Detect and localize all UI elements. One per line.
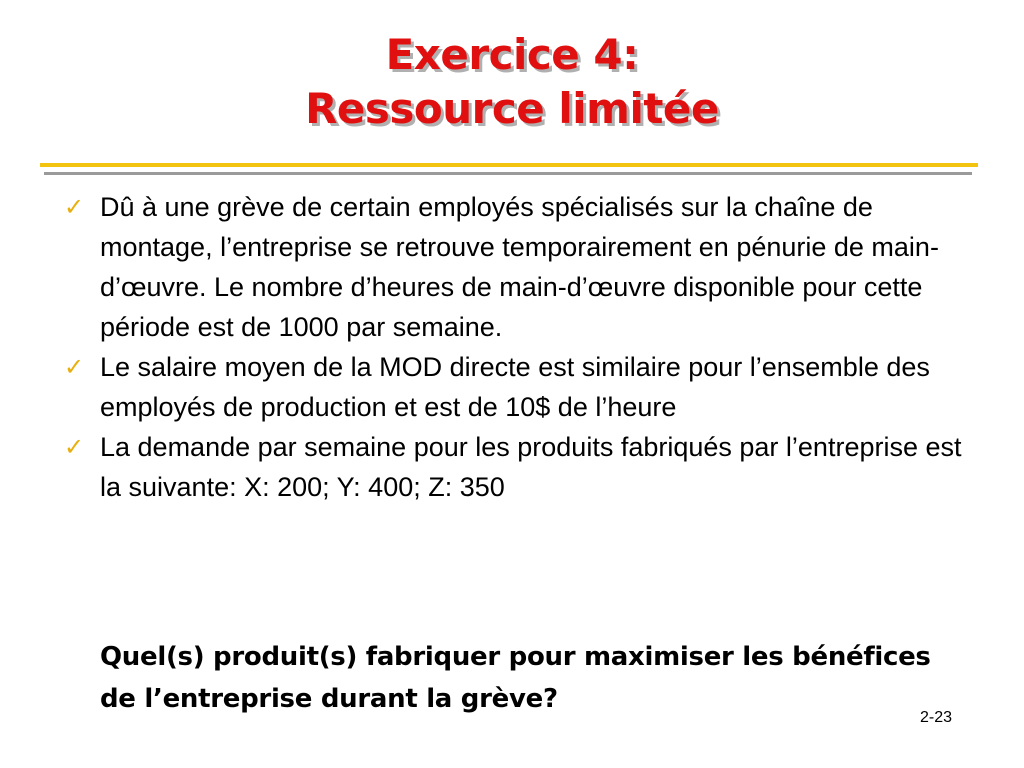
bullet-item	[64, 427, 974, 507]
title-underline-gray	[44, 172, 972, 175]
check-icon: ✓	[64, 433, 85, 461]
check-icon: ✓	[64, 353, 85, 381]
question-text: Quel(s) produit(s) fabriquer pour maximiser les bénéfices de l’entreprise durant la grève?	[100, 642, 931, 714]
bullet-text: La demande par semaine pour les produits fabriqués par l’entreprise est la suivante: X: 200; Y: 400; Z: 350	[100, 432, 962, 502]
slide-title	[0, 28, 1024, 136]
slide-title-line1: Exercice 4:	[385, 30, 639, 79]
bullet-item	[64, 187, 974, 347]
bullet-text: Le salaire moyen de la MOD directe est similaire pour l’ensemble des employés de production et est de 10$ de l’heure	[100, 352, 930, 422]
bullet-list	[64, 187, 974, 507]
bullet-text: Dû à une grève de certain employés spécialisés sur la chaîne de montage, l’entreprise se retrouve temporairement en pénurie de main-d’œuvre. Le nombre d’heures de main-d’œuvre disponible pour cette période est de 1000 par semaine.	[100, 192, 939, 342]
bullet-item	[64, 347, 974, 427]
title-underline-gold	[40, 163, 978, 167]
slide-title-line2: Ressource limitée	[305, 84, 719, 133]
slide-number: 2-23	[920, 709, 953, 726]
check-icon: ✓	[64, 193, 85, 221]
